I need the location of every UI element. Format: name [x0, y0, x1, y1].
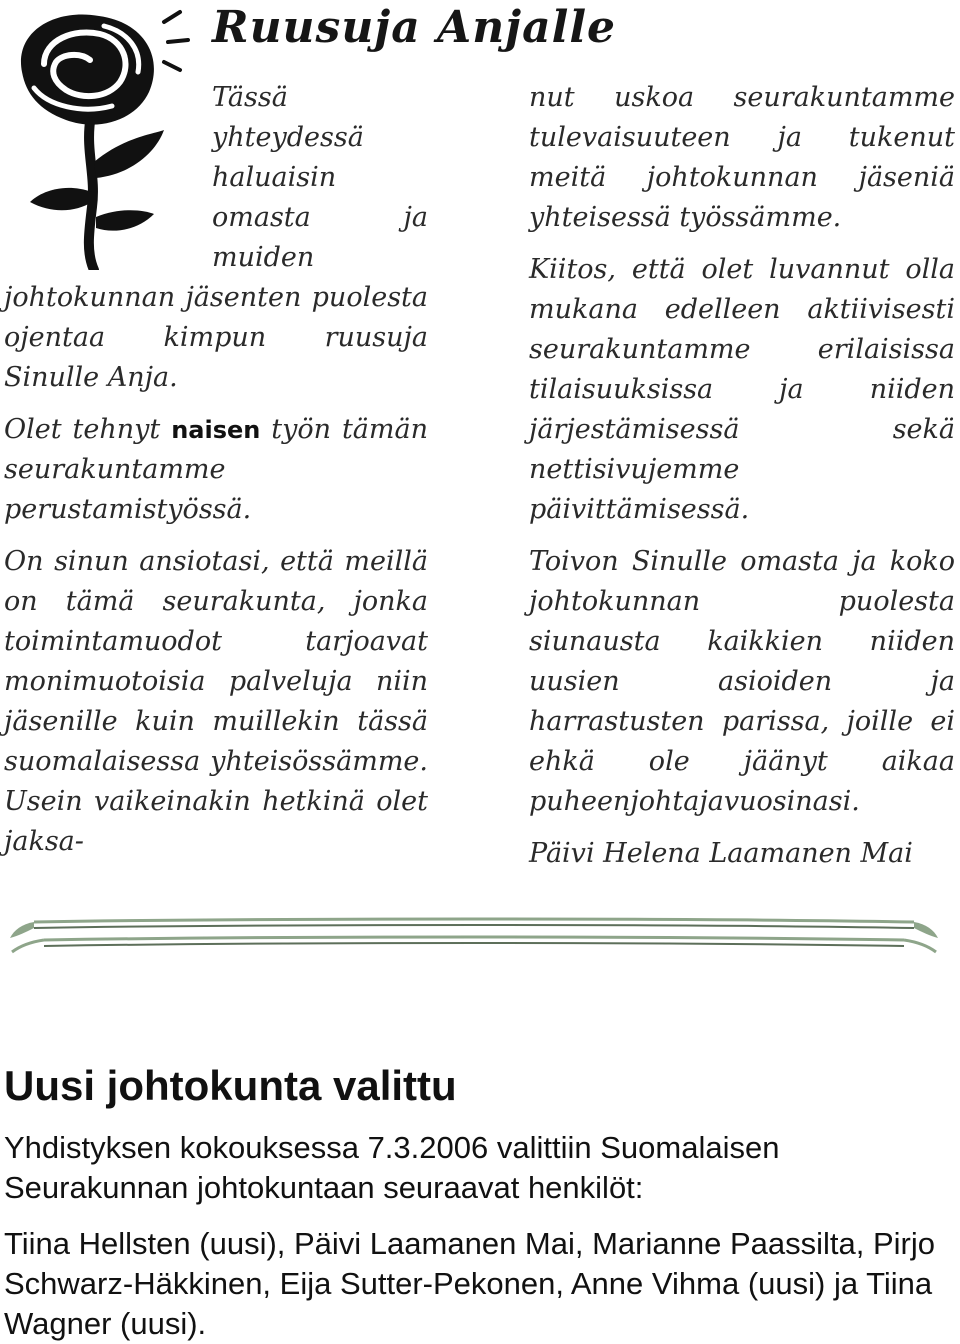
article-paragraph-3: On sinun ansiotasi, että meillä on tämä seurakunta, jonka toimintamuodot tarjoavat monimuotoisia palveluja niin jäsenille kuin muillekin tässä suomalaisessa yhteisössämme. Usein vaikeinakin hetkinä olet jaksa- — [4, 546, 428, 857]
article-paragraph-2 — [4, 410, 428, 530]
rose-float-spacer — [4, 78, 212, 276]
ornamental-divider-icon — [4, 910, 940, 956]
article-paragraph-2-end: työn tämän seurakuntamme perustamistyössä. — [4, 414, 428, 525]
article-title: Ruusuja Anjalle — [212, 2, 617, 53]
article-paragraph-2-start: Olet tehnyt — [4, 414, 161, 445]
article-paragraph-4: nut uskoa seurakuntamme tulevaisuuteen ja tukenut meitä johtokunnan jäseniä yhteisessä työssämme. — [529, 82, 955, 233]
article-paragraph-5: Kiitos, että olet luvannut olla mukana edelleen aktiivisesti seurakuntamme erilaisissa tilaisuuksissa ja niiden järjestämisessä sekä nettisivujemme päivittämisessä. — [529, 254, 955, 525]
news-paragraph-2: Tiina Hellsten (uusi), Päivi Laamanen Mai, Marianne Paassilta, Pirjo Schwarz-Häkkinen, Eija Sutter-Pekonen, Anne Vihma (uusi) ja Tiina Wagner (uusi). — [4, 1226, 935, 1341]
article-left-column — [4, 78, 428, 874]
article-right-column — [529, 78, 955, 886]
news-paragraph-1: Yhdistyksen kokouksessa 7.3.2006 valittiin Suomalaisen Seurakunnan johtokuntaan seuraavat henkilöt: — [4, 1130, 780, 1205]
emphasized-word: naisen — [171, 416, 261, 444]
article-paragraph-1: Tässä yhteydessä haluaisin omasta ja muiden johtokunnan jäsenten puolesta ojentaa kimpun ruusuja Sinulle Anja. — [4, 82, 428, 393]
article-paragraph-6: Toivon Sinulle omasta ja koko johtokunnan puolesta siunausta kaikkien niiden uusien asioiden ja harrastusten parissa, joille ei ehkä ole jäänyt aikaa puheenjohtajavuosinasi. — [529, 546, 955, 817]
news-title: Uusi johtokunta valittu — [4, 1062, 457, 1109]
article-signature: Päivi Helena Laamanen Mai — [529, 838, 913, 869]
